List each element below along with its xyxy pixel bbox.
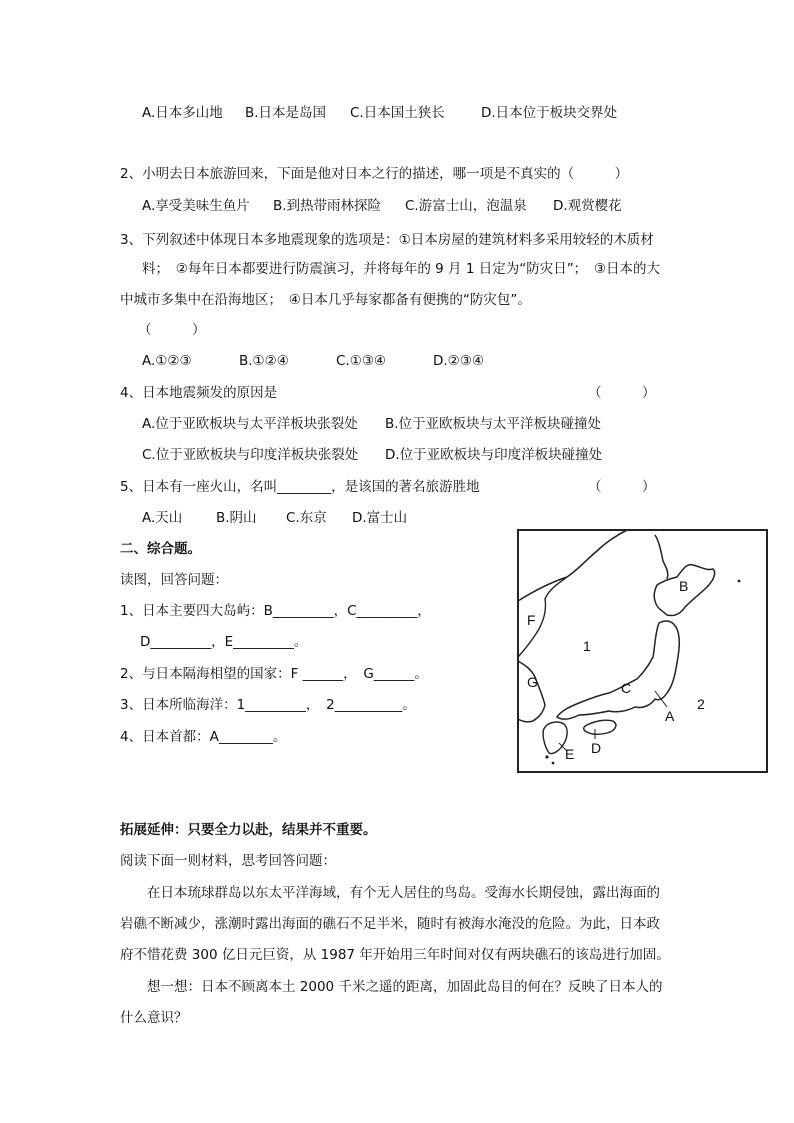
section2-heading: 二、综合题。 bbox=[120, 541, 201, 557]
q3-option-b: B.①②④ bbox=[239, 353, 289, 369]
small-island bbox=[738, 580, 741, 583]
extension-intro: 阅读下面一则材料，思考回答问题： bbox=[120, 853, 336, 869]
map-frame bbox=[518, 530, 767, 772]
q3-option-d: D.②③④ bbox=[433, 353, 484, 369]
map-label-f: F bbox=[527, 612, 536, 628]
extension-para1-line1: 在日本琉球群岛以东太平洋海域，有个无人居住的鸟岛。受海水长期侵蚀，露出海面的 bbox=[147, 885, 660, 901]
q4-option-d: D.位于亚欧板块与印度洋板块碰撞处 bbox=[385, 447, 603, 463]
q3-option-a: A.①②③ bbox=[142, 353, 192, 369]
small-island bbox=[552, 762, 555, 765]
q4-option-a: A.位于亚欧板块与太平洋板块张裂处 bbox=[142, 416, 358, 432]
q3-line-1: 3、下列叙述中体现日本多地震现象的选项是：①日本房屋的建筑材料多采用较轻的木质材 bbox=[120, 232, 654, 248]
q1-option-c: C.日本国土狭长 bbox=[350, 105, 445, 121]
q1-option-a: A.日本多山地 bbox=[142, 105, 223, 121]
map-label-b: B bbox=[679, 578, 689, 594]
extension-para2-line2: 什么意识？ bbox=[120, 1010, 188, 1026]
q1-option-b: B.日本是岛国 bbox=[245, 105, 327, 121]
q4-answer-paren: （ ） bbox=[588, 385, 656, 401]
section2-item-4: 4、日本首都：A________。 bbox=[120, 729, 287, 745]
q2-option-b: B.到热带雨林探险 bbox=[273, 198, 382, 214]
q3-option-c: C.①③④ bbox=[336, 353, 387, 369]
q5-option-b: B.阴山 bbox=[216, 510, 257, 526]
q2-option-c: C.游富士山，泡温泉 bbox=[405, 198, 527, 214]
map-label-2: 2 bbox=[697, 696, 705, 712]
q5-stem: 5、日本有一座火山，名叫________，是该国的著名旅游胜地 bbox=[120, 479, 480, 495]
q3-line-2: 料； ②每年日本都要进行防震演习，并将每年的 9 月 1 日定为“防灾日”； ③日本的大 bbox=[142, 261, 661, 277]
section2-item-3: 3、日本所临海洋：1_________， 2__________。 bbox=[120, 697, 416, 713]
small-island bbox=[545, 755, 548, 758]
map-label-a: A bbox=[665, 708, 675, 724]
q2-option-a: A.享受美味生鱼片 bbox=[142, 198, 250, 214]
map-label-e: E bbox=[565, 746, 575, 762]
map-label-g: G bbox=[527, 674, 538, 690]
extension-para1-line3: 府不惜花费 300 亿日元巨资，从 1987 年开始用三年时间对仅有两块礁石的该岛进行加固。 bbox=[120, 947, 670, 963]
map-label-1: 1 bbox=[583, 638, 591, 654]
q1-option-d: D.日本位于板块交界处 bbox=[481, 105, 618, 121]
section2-item-1: 1、日本主要四大岛屿：B_________，C_________， bbox=[120, 603, 431, 619]
section2-item-1-cont: D_________，E_________。 bbox=[140, 634, 308, 650]
q2-stem: 2、小明去日本旅游回来，下面是他对日本之行的描述，哪一项是不真实的（ ） bbox=[120, 166, 629, 182]
q5-option-c: C.东京 bbox=[286, 510, 327, 526]
extension-heading: 拓展延伸：只要全力以赴，结果并不重要。 bbox=[120, 822, 377, 838]
extension-para2-line1: 想一想：日本不顾离本土 2000 千米之遥的距离，加固此岛目的何在？反映了日本人的 bbox=[147, 979, 663, 995]
q2-option-d: D.观赏樱花 bbox=[553, 198, 622, 214]
section2-item-2: 2、与日本隔海相望的国家：F ______， G______。 bbox=[120, 666, 428, 682]
q3-answer-paren: （ ） bbox=[138, 322, 206, 338]
q4-option-c: C.位于亚欧板块与印度洋板块张裂处 bbox=[142, 447, 359, 463]
japan-map bbox=[517, 529, 768, 773]
q5-answer-paren: （ ） bbox=[588, 479, 656, 495]
q3-line-3: 中城市多集中在沿海地区； ④日本几乎每家都备有便携的“防灾包”。 bbox=[120, 292, 531, 308]
q5-option-d: D.富士山 bbox=[352, 510, 408, 526]
map-label-c: C bbox=[621, 680, 632, 696]
map-label-d: D bbox=[591, 740, 602, 756]
section2-intro: 读图，回答问题： bbox=[120, 572, 228, 588]
q5-option-a: A.天山 bbox=[142, 510, 183, 526]
q4-stem: 4、日本地震频发的原因是 bbox=[120, 385, 278, 401]
extension-para1-line2: 岩礁不断减少，涨潮时露出海面的礁石不足半米，随时有被海水淹没的危险。为此，日本政 bbox=[120, 916, 660, 932]
q4-option-b: B.位于亚欧板块与太平洋板块碰撞处 bbox=[385, 416, 602, 432]
